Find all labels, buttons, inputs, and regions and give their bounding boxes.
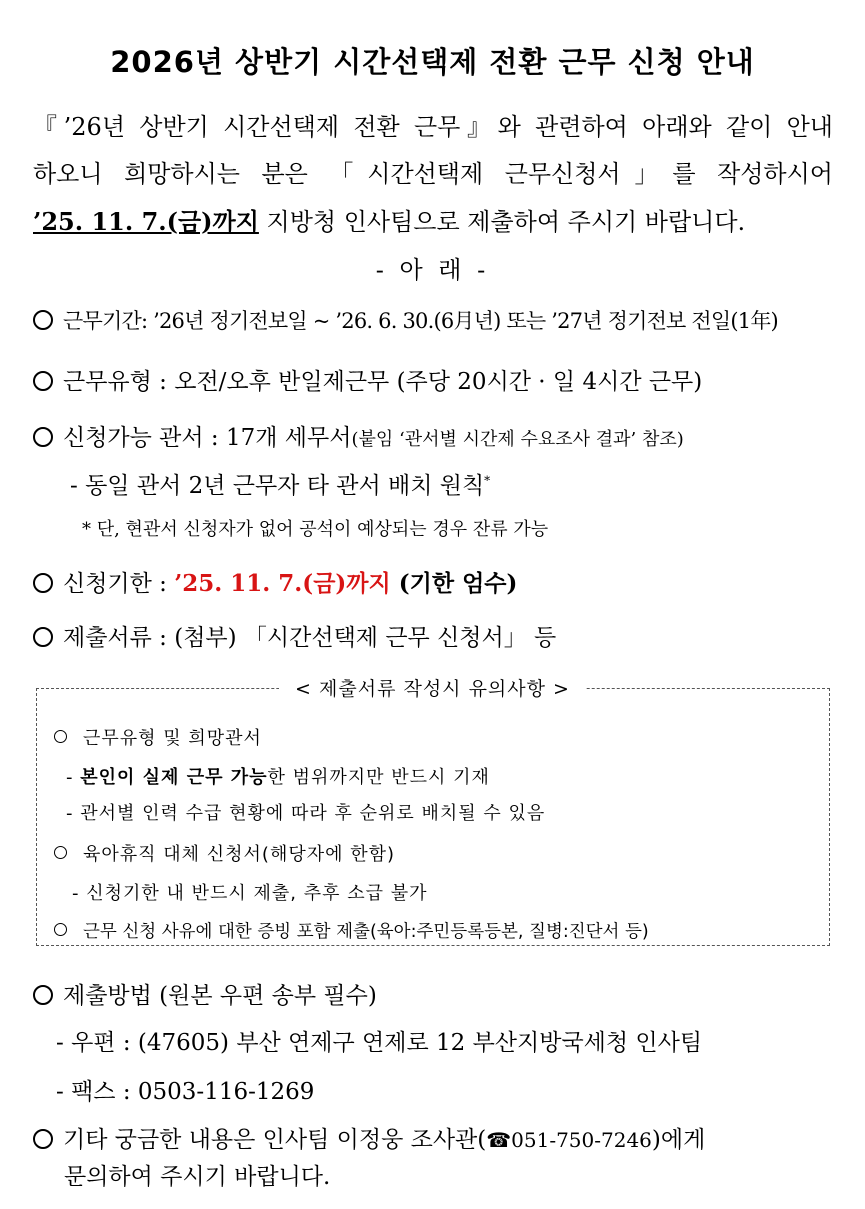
circle-bullet-icon	[33, 573, 53, 593]
note-2-text: 육아휴직 대체 신청서(해당자에 한함)	[83, 844, 396, 865]
intro-deadline: ’25. 11. 7.(금)까지	[33, 207, 259, 236]
intro-line-3-rest: 지방청 인사팀으로 제출하여 주시기 바랍니다.	[258, 208, 746, 236]
circle-bullet-icon	[33, 985, 53, 1005]
notes-title: < 제출서류 작성시 유의사항 >	[0, 674, 865, 701]
contact-line-2: 문의하여 주시기 바랍니다.	[64, 1164, 331, 1190]
intro-line-1: 『’26년 상반기 시간선택제 전환 근무』와 관련하여 아래와 같이 안내	[33, 113, 833, 141]
contact-line-1	[33, 1121, 705, 1154]
footnote-mark: *	[484, 473, 491, 488]
item-type	[33, 363, 702, 396]
circle-bullet-icon	[33, 371, 53, 391]
circle-bullet-icon	[54, 846, 67, 859]
note-1b: - 관서별 인력 수급 현황에 따라 후 순위로 배치될 수 있음	[66, 803, 546, 824]
item-office-footnote: * 단, 현관서 신청자가 없어 공석이 예상되는 경우 잔류 가능	[82, 519, 549, 540]
intro-line-3	[33, 198, 833, 246]
contact-phone: ☎051-750-7246	[486, 1128, 652, 1152]
item-deadline	[33, 565, 517, 598]
item-docs	[33, 619, 556, 652]
note-1-text: 근무유형 및 희망관서	[83, 728, 262, 749]
intro-line-2: 하오니 희망하시는 분은 「시간선택제 근무신청서」를 작성하시어	[33, 160, 833, 188]
item-docs-text: 제출서류 : (첨부) 「시간선택제 근무 신청서」 등	[63, 625, 557, 651]
item-office-sub-text: - 동일 관서 2년 근무자 타 관서 배치 원칙	[70, 473, 485, 499]
note-1a-emphasis: 본인이 실제 근무 가능	[80, 767, 268, 788]
submit-method	[33, 977, 377, 1010]
note-1a-rest: 한 범위까지만 반드시 기재	[267, 767, 490, 788]
document-title: 2026년 상반기 시간선택제 전환 근무 신청 안내	[110, 45, 755, 79]
item-period	[33, 305, 778, 335]
item-office-text: 신청가능 관서 : 17개 세무서	[63, 425, 352, 451]
submit-method-text: 제출방법 (원본 우편 송부 필수)	[63, 983, 377, 1009]
item-period-text: 근무기간: ’26년 정기전보일 ~ ’26. 6. 30.(6月년) 또는 ’27년 정기전보 전일(1年)	[63, 309, 778, 333]
note-1a	[66, 763, 490, 789]
item-deadline-value: ’25. 11. 7.(금)까지	[174, 570, 391, 597]
circle-bullet-icon	[33, 427, 53, 447]
note-2a: - 신청기한 내 반드시 제출, 추후 소급 불가	[72, 883, 428, 904]
item-office-note: (붙임 ‘관서별 시간제 수요조사 결과’ 참조)	[351, 429, 684, 450]
below-heading: - 아 래 -	[375, 256, 490, 284]
intro-paragraph	[33, 104, 833, 246]
note-3-text: 근무 신청 사유에 대한 증빙 포함 제출(육아:주민등록등본, 질병:진단서 등)	[83, 922, 649, 942]
note-3	[54, 918, 649, 943]
submit-post: - 우편 : (47605) 부산 연제구 연제로 12 부산지방국세청 인사팀	[56, 1030, 703, 1056]
note-2	[54, 840, 395, 866]
item-deadline-strict: (기한 엄수)	[390, 570, 518, 597]
item-type-text: 근무유형 : 오전/오후 반일제근무 (주당 20시간 · 일 4시간 근무)	[63, 369, 703, 395]
note-1a-prefix: -	[66, 767, 81, 788]
note-1	[54, 724, 262, 750]
circle-bullet-icon	[33, 310, 53, 330]
circle-bullet-icon	[54, 730, 67, 743]
submit-fax: - 팩스 : 0503-116-1269	[56, 1079, 315, 1105]
item-office	[33, 419, 684, 452]
contact-text: 기타 궁금한 내용은 인사팀 이정웅 조사관(	[63, 1127, 487, 1153]
circle-bullet-icon	[33, 1129, 53, 1149]
contact-text-end: )에게	[651, 1127, 706, 1153]
circle-bullet-icon	[54, 923, 67, 936]
circle-bullet-icon	[33, 627, 53, 647]
item-deadline-label: 신청기한 :	[63, 571, 175, 597]
item-office-sub	[70, 467, 490, 500]
